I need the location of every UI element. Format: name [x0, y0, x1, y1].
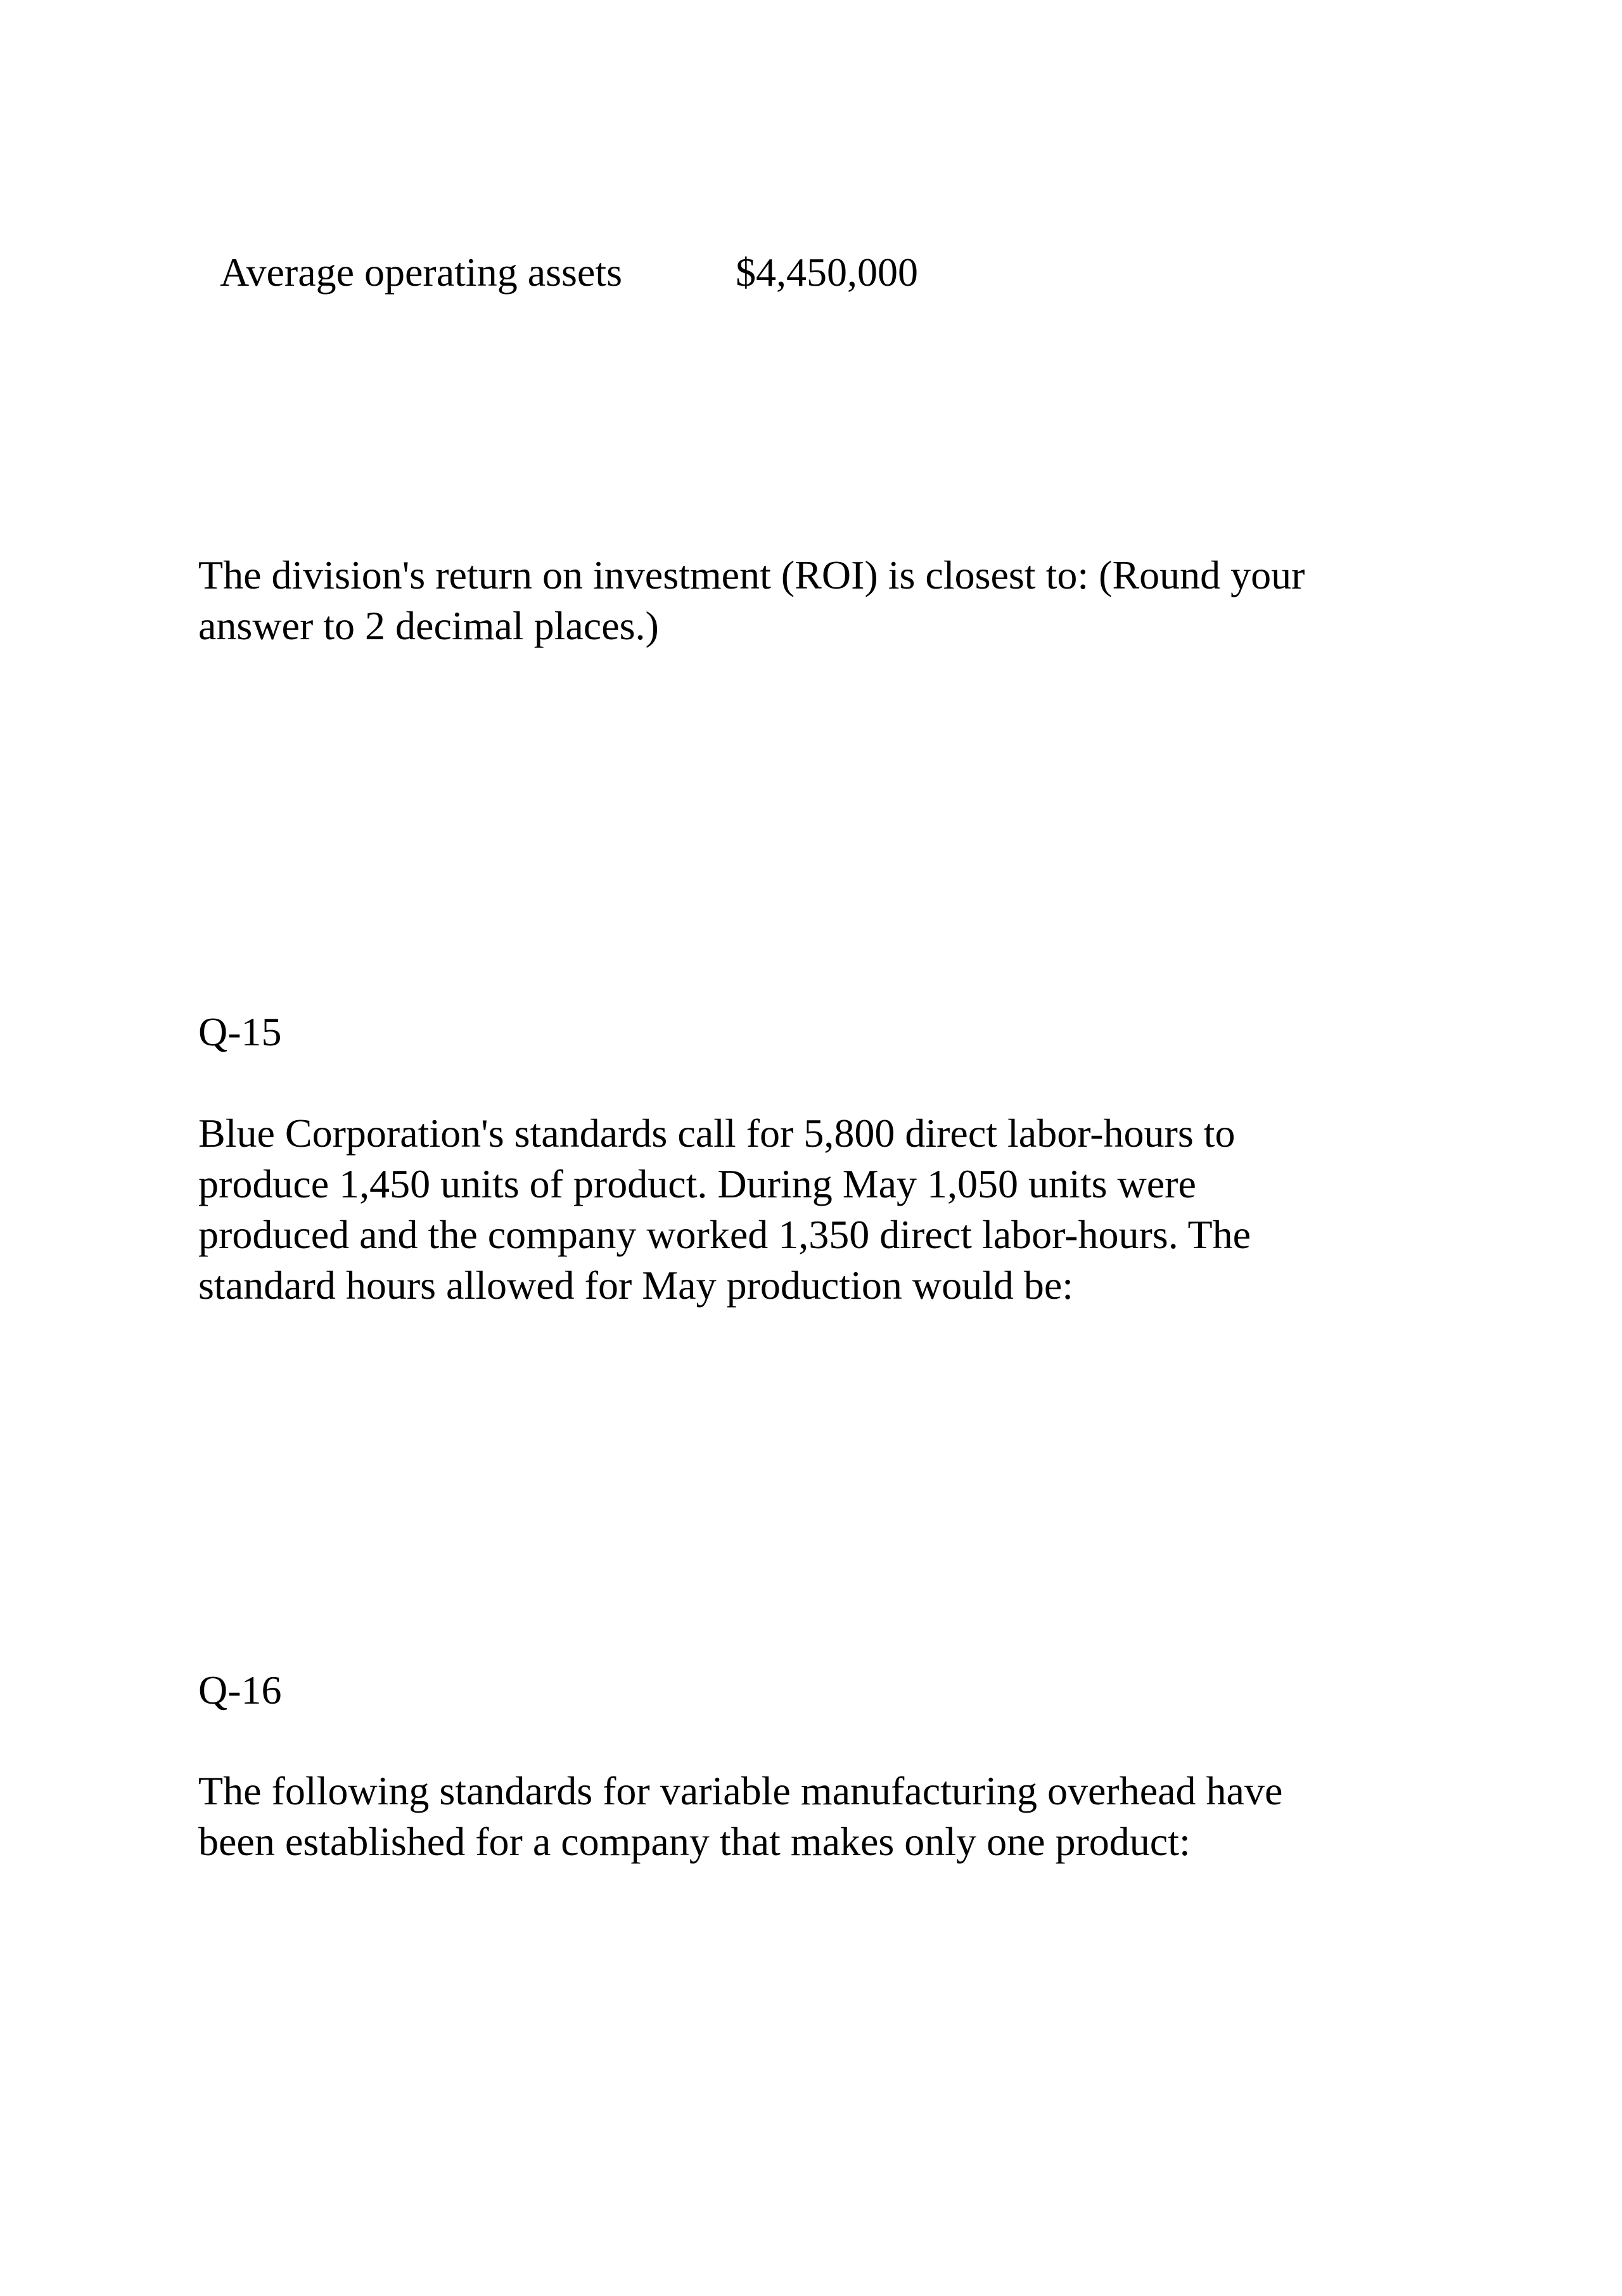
question-16-line: The following standards for variable manufacturing overhead have: [198, 1768, 1283, 1813]
question-15-line: produced and the company worked 1,350 direct labor-hours. The: [198, 1212, 1251, 1257]
roi-question-line: The division's return on investment (ROI) is closest to: (Round your: [198, 552, 1305, 597]
roi-question-line: answer to 2 decimal places.): [198, 603, 659, 648]
roi-question-text: [198, 550, 1466, 651]
question-15-line: Blue Corporation's standards call for 5,800 direct labor-hours to: [198, 1111, 1236, 1156]
question-15-line: standard hours allowed for May production would be:: [198, 1263, 1074, 1308]
question-15-heading: Q-15: [198, 1009, 282, 1054]
table-row-value: $4,450,000: [736, 250, 918, 295]
table-row-label: Average operating assets: [220, 250, 622, 295]
question-15-line: produce 1,450 units of product. During May 1,050 units were: [198, 1161, 1196, 1206]
question-16-heading: Q-16: [198, 1668, 282, 1712]
question-15-text: [198, 1108, 1466, 1311]
question-16-line: been established for a company that makes only one product:: [198, 1819, 1191, 1864]
question-16-text: [198, 1766, 1466, 1867]
